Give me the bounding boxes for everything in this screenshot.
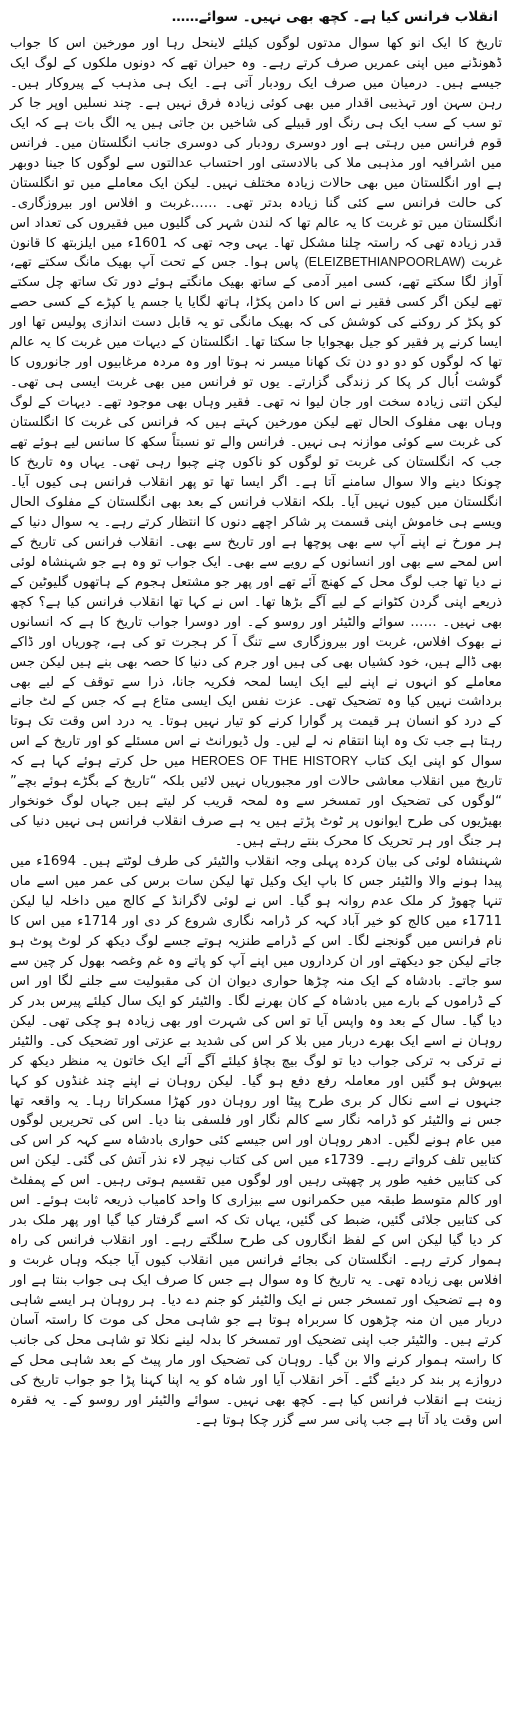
article-paragraph: پاس ہوا۔ جس کے تحت آپ بھیک مانگ سکتے تھے، آواز لگا سکتے تھے، کسی امیر آدمی کے ساتھ بھیک مانگتے ہوئے دور تک ساتھ چل سکتے تھے لیکن اگر کسی فقیر نے اس کا دامن پکڑا، ہاتھ لگایا یا جسم یا کپڑے کے کسی حصے کو پکڑ کر روکنے کی کوشش کی کہ بھیک مانگی تو یہ قابل دست اندازی پولیس تھا اور ایسا کرنے پر فقیر کو جیل بھجوایا جا سکتا تھا۔ انگلستان کے دیہات میں غربت کا یہ عالم تھا کہ لوگوں کو دو دو دن تک کھانا میسر نہ ہوتا اور وہ مردہ مرغابیوں اور جانوروں کا گوشت اُبال کر پکا کر زندگی گزارتے۔ یوں تو فرانس میں بھی غربت ایسی ہی تھی۔ لیکن اتنی زیادہ سخت اور جان لیوا نہ تھی۔ فقیر وہاں بھی موجود تھے۔ دیہات کے لوگ وہاں بھی مفلوک الحال تھے لیکن مورخین کہتے ہیں کہ فرانس کی غربت کا انگلستان کی غربت سے کوئی موازنہ ہی نہیں۔ فرانس والے تو نسبتاً سکھ کا سانس لیے ہوئے تھے جب کہ انگلستان کی غربت تو لوگوں کو ناکوں چنے چبوا رہی تھی۔ یہاں وہ تاریخ کا چونکا دینے والا سوال سامنے آتا ہے۔ اگر ایسا تھا تو پھر انقلاب فرانس ہی کیوں آیا۔ انگلستان میں کیوں نہیں آیا۔ بلکہ انقلاب فرانس کے بعد بھی انگلستان کے مفلوک الحال ویسے ہی خاموش اپنی قسمت پر شاکر اچھے دنوں کا انتظار کرتے رہے۔ یہ سوال دنیا کے ہر مورخ نے اپنے آپ سے بھی پوچھا ہے اور تاریخ سے بھی۔ انقلاب فرانس کی تاریخ کے اس لمحے سے بھی اور انسانوں کے رویے سے بھی۔ ایک جواب تو وہ ہے جو شہنشاہ لوئی نے دیا تھا جب لوگ محل کے کھنچ آئے تھے اور پھر جو مشتعل ہجوم کے ہاتھوں گلیوٹین کے ذریعے اپنی گردن کٹوانے کے لیے آگے بڑھا تھا۔ اس نے کہا تھا انقلاب فرانس کیا ہے؟ کچھ بھی نہیں۔ …… سوائے والٹیئر اور روسو کے۔ اور دوسرا جواب تاریخ کا ہے کہ انسانوں نے بھوک افلاس، غربت اور بیروزگاری سے تنگ آ کر ہجرت تو کی ہے، چوریاں اور ڈاکے بھی ڈالے ہیں، خود کشیاں بھی کی ہیں اور جرم کی دنیا کا حصہ بھی بنے ہیں لیکن جس معاملے کو انہوں نے اپنے لیے ایک ایسا لمحہ فکریہ جانا، ذرا سے توقف کے لیے بھی برداشت نہیں کیا وہ تضحیک تھی۔ عزت نفس ایک ایسی متاع ہے کہ جس کے لٹ جانے کے درد کو انسان ہر قیمت پر گوارا کرنے کو تیار نہیں ہوتا۔ یہ درد اس وقت تک ہوتا رہتا ہے جب تک وہ اپنا انتقام نہ لے لیں۔ ول ڈیورانٹ نے اس مسئلے کو اور تاریخ کے اس سوال کو اپنی ایک کتاب <box>10 255 502 770</box>
book-title: HEROES OF THE HISTORY <box>191 754 359 769</box>
article-body <box>10 34 502 1431</box>
article-paragraph: تاریخ کا ایک انو کھا سوال مدتوں لوگوں کیلئے لاینحل رہا اور مورخین اس کا جواب ڈھونڈنے میں اپنی عمریں صرف کرتے رہے۔ وہ حیران تھے کہ دونوں ملکوں کے لوگ ایک جیسے ہیں۔ درمیان میں صرف ایک رودبار آتی ہے۔ ایک ہی مذہب کے پیروکار ہیں۔ رہن سہن اور تہذیبی اقدار میں بھی کوئی زیادہ فرق نہیں ہے۔ چند نسلیں اوپر جا کر تو سب کے سب ایک ہی رنگ اور قبیلے کی شاخیں بن جاتی ہیں یہ الگ بات ہے کہ ایک قوم فرانس میں رہتی ہے اور دوسری رودبار کی دوسری جانب انگلستان میں۔ فرانس میں اشرافیہ اور مذہبی ملا کی بالادستی اور احتساب عدالتوں سے لوگوں کا جینا دوبھر ہے اور انگلستان میں بھی حالات زیادہ مختلف نہیں۔ لیکن ایک معاملے میں تو انگلستان کی حالت فرانس سے کئی گنا زیادہ بدتر تھی۔ ……غربت و افلاس اور بیروزگاری۔ انگلستان میں تو غربت کا یہ عالم تھا کہ لندن شہر کی گلیوں میں فقیروں کی تعداد اس قدر زیادہ تھی کہ راستہ چلنا مشکل تھا۔ یہی وجہ تھی کہ 1601ء میں ایلزبتھ کا قانون غربت <box>10 36 502 271</box>
article-paragraph: شہنشاہ لوئی کی بیان کردہ پہلی وجہ انقلاب والٹیئر کی طرف لوٹتے ہیں۔ 1694ء میں پیدا ہونے والا والٹیئر جس کا باپ ایک وکیل تھا لیکن سات برس کی عمر میں اسے ماں تنہا چھوڑ کر ملک عدم روانہ ہو گیا۔ اس نے لوئی لاگرانڈ کے کالج میں داخلہ لیا لیکن 1711ء میں کالج کو خیر آباد کہہ کر ڈرامہ نگاری شروع کر دی اور 1714ء میں اس کا نام فرانس میں گونجنے لگا۔ اس کے ڈرامے طنزیہ ہوتے جسے لوگ دیکھ کر لوٹ پوٹ ہو جاتے لیکن جو دیکھتے اور ان کرداروں میں اپنے آپ کو پاتے وہ غم وغصہ بھول کر چین سے سو جاتے۔ بادشاہ کے ایک منہ چڑھا حواری دیوان ان کی مقبولیت سے جلنے لگا اور اس کے ڈراموں کے بارے میں بادشاہ کے کان بھرنے لگا۔ والٹیئر کو ایک سال کیلئے پیرس بدر کر دیا گیا۔ سال کے بعد وہ واپس آیا تو اس کی شہرت اور بھی زیادہ ہو چکی تھی۔ لیکن روہان نے اسے ایک بھرے دربار میں بلا کر اس کی شدید بے عزتی اور تضحیک کی۔ والٹیئر نے ترکی بہ ترکی جواب دیا تو لوگ بیچ بچاؤ کیلئے آگے آئے ایک خاتون یہ منظر دیکھ کر بیہوش ہو گئیں اور معاملہ رفع دفع ہو گیا۔ لیکن روہان نے اپنے چند غنڈوں کو کہا جنہوں نے اسے نکال کر بری طرح پیٹا اور روہان دور کھڑا مسکراتا رہا۔ یہ واقعہ تھا جس نے والٹیئر کو ڈرامہ نگار سے کالم نگار اور فلسفی بنا دیا۔ اس کی تحریریں لوگوں میں عام ہونے لگیں۔ ادھر روہان اور اس جیسے کئی حواری بادشاہ سے کہہ کر اس کی کتابیں تلف کرواتے رہے۔ 1739ء میں اس کی کتاب نیچر لاء نذر آتش کی گئی۔ لیکن اس کی کتابیں خفیہ طور پر چھپتی رہیں اور لوگوں میں تقسیم ہوتی رہیں۔ اس کے پمفلٹ اور کالم متوسط طبقہ میں حکمرانوں سے بیزاری کا واحد کامیاب ذریعہ ثابت ہوئے۔ اس کی کتابیں جلائی گئیں، ضبط کی گئیں، یہاں تک کہ اسے گرفتار کیا گیا اور پھر ملک بدر کر دیا گیا لیکن اس کے لفظ انگاروں کی طرح سلگتے رہے۔ اور انقلاب فرانس کی راہ ہموار کرتے رہے۔ انگلستان کی بجائے فرانس میں انقلاب کیوں آیا جبکہ وہاں غربت و افلاس بھی زیادہ تھی۔ یہ تاریخ کا وہ سوال ہے جس کا صرف ایک ہی جواب بنتا ہے اور وہ ہے تضحیک اور تمسخر جس نے ایک والٹیئر کو جنم دے دیا۔ ہر روہان ہر ایسے شاہی دربار میں ان منہ چڑھوں کا سربراہ ہوتا ہے جو شاہی محل کی موت کا راستہ آسان کرتے ہیں۔ والٹیئر جب اپنی تضحیک اور تمسخر کا بدلہ لینے نکلا تو شاہی محل کی جانب کا راستہ ہموار کرنے والا بن گیا۔ روہان کی تضحیک اور مار پیٹ کے بعد شاہی محل کے دروازے پر بند کر دیئے گئے۔ آخر انقلاب آیا اور شاہ کو یہ اپنا کہنا پڑا جو جواب تاریخ کی زینت ہے انقلاب فرانس کیا ہے۔ کچھ بھی نہیں۔ سوائے والٹیئر اور روسو کے۔ یہ فقرہ اس وقت یاد آتا ہے جب پانی سر سے گزر چکا ہوتا ہے۔ <box>10 854 503 1428</box>
article-paragraph: میں حل کرتے ہوئے کہا ہے کہ تاریخ میں انقلاب معاشی حالات اور مجبوریاں نہیں لائیں بلکہ “تاریخ کے بگڑے ہوئے بچے” “لوگوں کی تضحیک اور تمسخر سے وہ لمحہ قریب کر لیتے ہیں جہاں لوگ خونخوار بھیڑیوں کی طرح ایوانوں پر ٹوٹ پڑتے ہیں یہ ہے صرف انقلاب فرانس ہی نہیں دنیا کی ہر جنگ اور ہر تحریک کا محرک بنتے رہتے ہیں۔ <box>10 754 502 850</box>
article-headline: انقلاب فرانس کیا ہے۔ کچھ بھی نہیں۔ سوائے…… <box>171 9 498 25</box>
latin-term: (ELEIZBETHIANPOORLAW) <box>304 255 466 270</box>
